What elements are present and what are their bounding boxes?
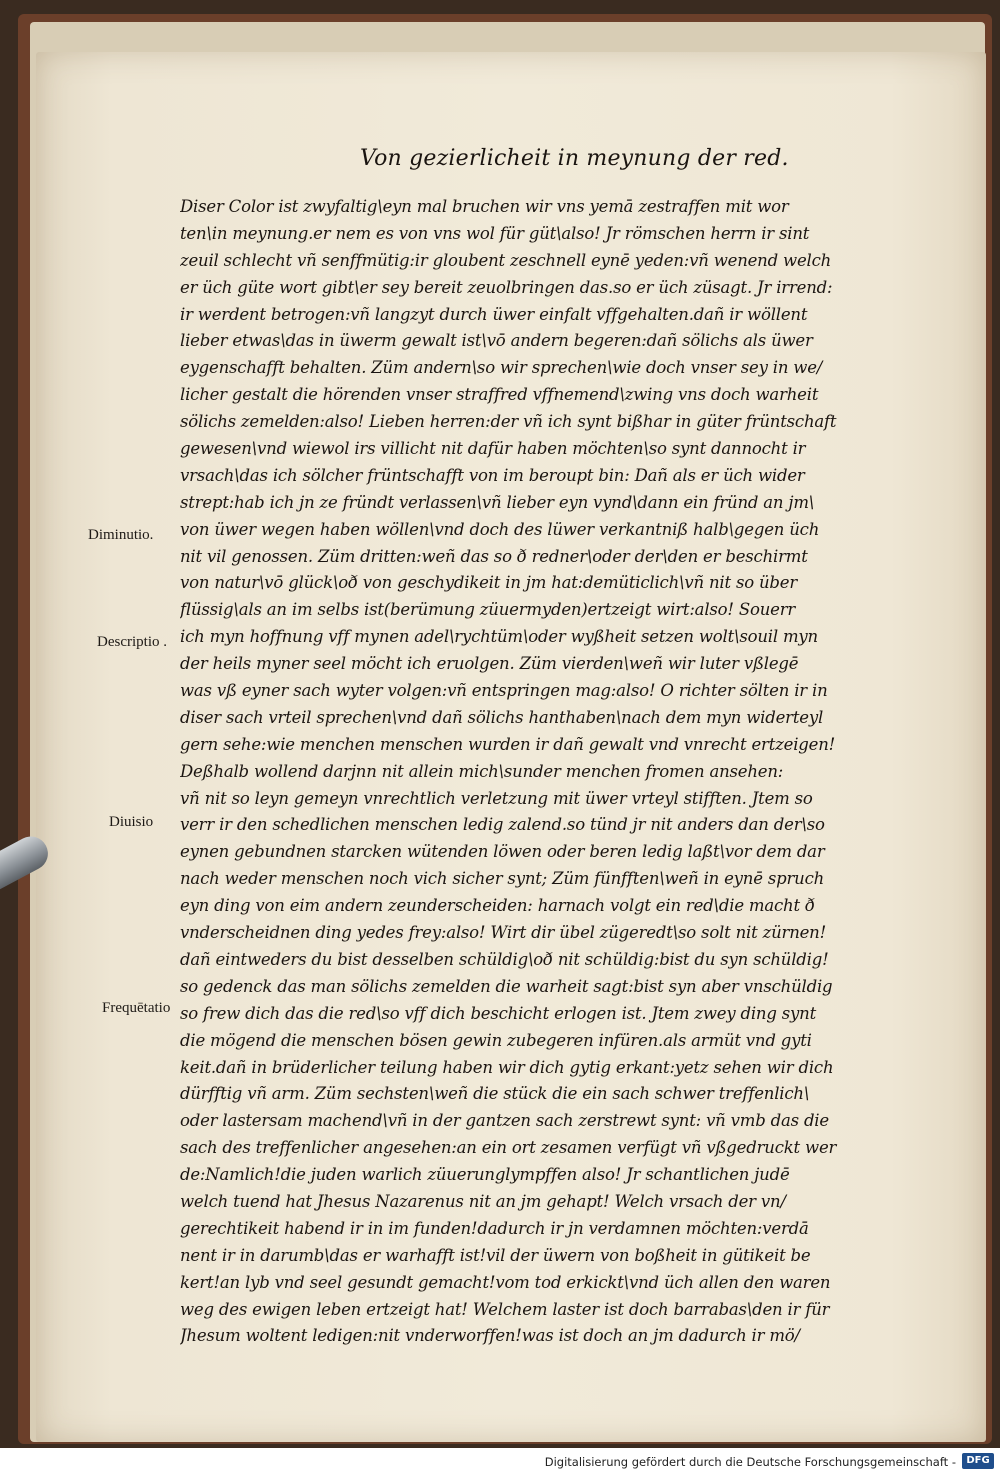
text-line: ir werdent betrogen:vñ langzyt durch üwer einfalt vffgehalten.dañ ir wöllent (180, 304, 808, 324)
text-line: gern sehe:wie menchen menschen wurden ir dañ gewalt vnd vnrecht ertzeigen! (180, 734, 836, 754)
dfg-logo-icon: DFG (962, 1453, 994, 1469)
text-line: ich myn hoffnung vff mynen adel\rychtüm\oder wyßheit setzen wolt\souil myn (180, 627, 818, 647)
text-line: vñ nit so leyn gemeyn vnrechtlich verletzung mit üwer vrteyl stifften. Jtem so (180, 788, 813, 808)
text-line: de:Namlich!die juden warlich züuerunglympffen also! Jr schantlichen judē (180, 1165, 790, 1185)
text-line: weg des ewigen leben ertzeigt hat! Welchem laster ist doch barrabas\den ir für (180, 1299, 830, 1319)
text-line: dañ eintweders du bist desselben schüldig\oð nit schüldig:bist du syn schüldig! (180, 949, 829, 969)
text-line: Deßhalb wollend darjnn nit allein mich\sunder menchen fromen ansehen: (180, 761, 784, 781)
text-line: licher gestalt die hörenden vnser straffred vffnemend\zwing vns doch warheit (180, 385, 819, 405)
text-line: dürfftig vñ arm. Züm sechsten\weñ die stück die ein sach schwer treffenlich\ (180, 1084, 810, 1104)
text-line: die mögend die menschen bösen gewin zubegeren infüren.als armüt vnd gyti (180, 1030, 812, 1050)
text-line: vrsach\das ich sölcher früntschafft von im beroupt bin: Dañ als er üch wider (180, 465, 805, 485)
text-line: von üwer wegen haben wöllen\vnd doch des lüwer verkantniß halb\gegen üch (180, 519, 820, 539)
text-line: Jhesum woltent ledigen:nit vnderworffen!was ist doch an jm dadurch ir mö/ (180, 1326, 800, 1346)
text-line: so gedenck das man sölichs zemelden die warheit sagt:bist syn aber vnschüldig (180, 976, 833, 996)
text-line: er üch güte wort gibt\er sey bereit zeuolbringen das.so er üch züsagt. Jr irrend: (180, 277, 833, 297)
text-line: so frew dich das die red\so vff dich beschicht erlogen ist. Jtem zwey ding synt (180, 1003, 817, 1023)
margin-note-descriptio: Descriptio . (97, 634, 167, 650)
text-line: diser sach vrteil sprechen\vnd dañ sölichs hanthaben\nach dem myn widerteyl (180, 707, 824, 727)
text-line: gewesen\vnd wiewol irs villicht nit dafür haben möchten\so synt dannocht ir (180, 439, 806, 459)
text-line: nit vil genossen. Züm dritten:weñ das so ð redner\oder der\den er beschirmt (180, 546, 808, 566)
text-line: eynen gebundnen starcken wütenden löwen oder beren ledig laßt\vor dem dar (180, 842, 825, 862)
margin-note-diminutio: Diminutio. (88, 527, 154, 543)
footer-bar (0, 1448, 1000, 1476)
text-line: der heils myner seel möcht ich eruolgen. Züm vierden\weñ wir luter vßlegē (180, 654, 799, 674)
text-line: keit.dañ in brüderlicher teilung haben wir dich gytig erkant:yetz sehen wir dich (180, 1057, 834, 1077)
footer-credit: Digitalisierung gefördert durch die Deutsche Forschungsgemeinschaft - (544, 1455, 956, 1469)
text-line: flüssig\als an im selbs ist(berümung züuermyden)ertzeigt wirt:also! Souerr (180, 600, 796, 620)
text-line: strept:hab ich jn ze fründt verlassen\vñ lieber eyn vynd\dann ein fründ an jm\ (180, 492, 815, 512)
text-line: sach des treffenlicher angesehen:an ein ort zesamen verfügt vñ vßgedruckt wer (180, 1138, 837, 1158)
text-line: oder lastersam machend\vñ in der gantzen sach zerstrewt synt: vñ vmb das die (180, 1111, 829, 1131)
text-line: eygenschafft behalten. Züm andern\so wir sprechen\wie doch vnser sey in we/ (180, 358, 823, 378)
text-line: nach weder menschen noch vich sicher synt; Züm fünfften\weñ in eynē spruch (180, 869, 825, 889)
text-line: welch tuend hat Jhesus Nazarenus nit an jm gehapt! Welch vrsach der vn/ (180, 1191, 786, 1211)
text-line: vnderscheidnen ding yedes frey:also! Wirt dir übel zügeredt\so solt nit zürnen! (180, 923, 827, 943)
text-line: zeuil schlecht vñ senffmütig:ir gloubent zeschnell eynē yeden:vñ wenend welch (180, 250, 832, 270)
text-line: verr ir den schedlichen menschen ledig zalend.so tünd jr nit anders dan der\so (180, 815, 825, 835)
text-line: lieber etwas\das in üwerm gewalt ist\vō andern begeren:dañ sölichs als üwer (180, 331, 813, 351)
text-line: was vß eyner sach wyter volgen:vñ entspringen mag:also! O richter sölten ir in (180, 681, 828, 701)
text-line: gerechtikeit habend ir in im funden!dadurch ir jn verdamnen möchten:verdā (180, 1218, 809, 1238)
text-line: Diser Color ist zwyfaltig\eyn mal bruchen wir vns yemā zestraffen mit wor (180, 197, 789, 216)
page-heading: Von gezierlicheit in meynung der red. (360, 146, 789, 171)
text-line: sölichs zemelden:also! Lieben herren:der vñ ich synt bißhar in güter früntschaft (180, 412, 837, 432)
text-line: kert!an lyb vnd seel gesundt gemacht!vom tod erkickt\vnd üch allen den waren (180, 1272, 831, 1292)
text-line: eyn ding von eim andern zeunderscheiden: harnach volgt ein red\die macht ð (180, 896, 815, 916)
text-line: von natur\vō glück\oð von geschydikeit in jm hat:demüticlich\vñ nit so über (180, 573, 798, 593)
body-text-block (180, 194, 858, 1350)
text-line: ten\in meynung.er nem es von vns wol für güt\also! Jr römschen herrn ir sint (180, 223, 810, 243)
text-line: nent ir in darumb\das er warhafft ist!vil der üwern von boßheit in gütikeit be (180, 1245, 811, 1265)
margin-note-frequentatio: Frequētatio (102, 1000, 171, 1016)
margin-note-diuisio: Diuisio (109, 814, 154, 830)
